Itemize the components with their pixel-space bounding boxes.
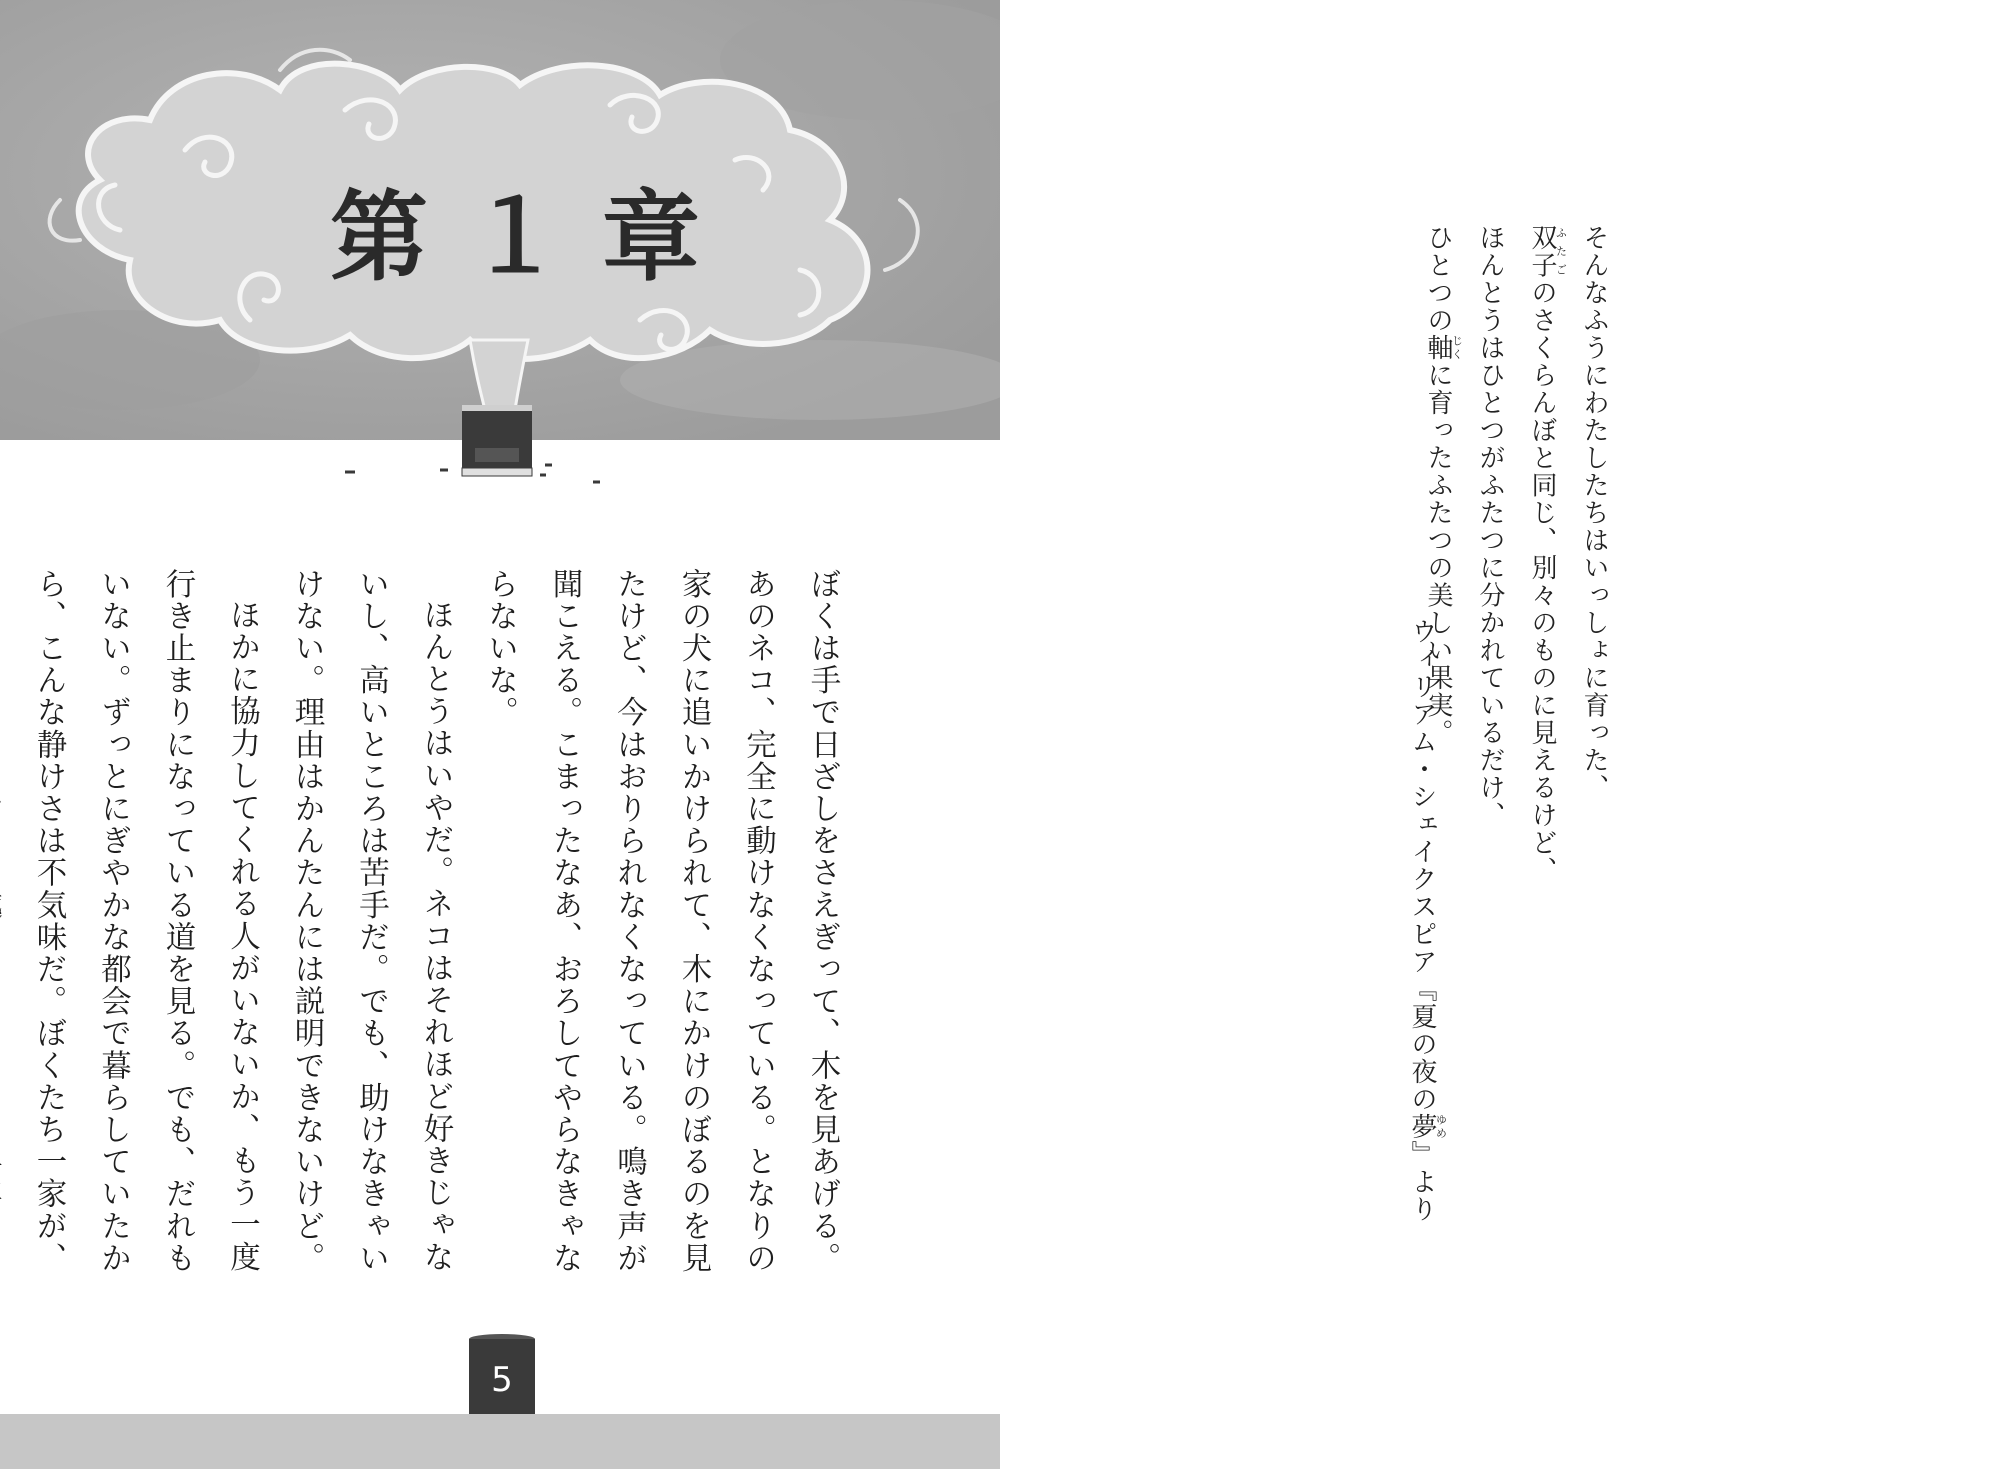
chapter-title: 第１章 [330,181,739,295]
ruby-yume [1407,1113,1448,1141]
epigraph-line-rest: のさくらんぼと同じ、別々のものに見えるけど、 [1527,279,1557,884]
ruby-reading: じく [1450,334,1464,362]
can-bottom-illustration [0,440,1000,500]
epigraph-attribution [1396,618,1448,1223]
epigraph-line-rest: に育ったふたつの美しい果実。 [1423,361,1453,747]
ruby-futago [1527,224,1568,279]
body-paragraph: ぼくは手で日ざしをさえぎって、木を見あげる。あのネコ、完全に動けなくなっている。となりの家の犬に追いかけられて、木にかけのぼるのを見たけど、今はおりられなくなっている。鳴き声が聞こえる。こまったなあ、おろしてやらなきゃならないな。 [482,568,840,1275]
body-paragraph: ほかに協力してくれる人がいないか、もう一度行き止まりになっている道を見る。でも、だれもいない。ずっとにぎやかな都会で暮らしていたから、こんな静けさは不気味だ。ぼくたち一家が、 [31,568,260,1275]
page-number: 5 [491,1360,513,1400]
attribution-suffix: 』より [1407,1140,1437,1223]
ruby-base: 夢 [1407,1113,1437,1141]
epigraph-line: ほんとうはひとつがふたつに分かれているだけ、 [1475,224,1505,829]
ruby-jiku [1423,334,1464,362]
right-page [1000,0,2000,1469]
body-text [0,568,854,1298]
epigraph-line: そんなふうにわたしたちはいっしょに育った、 [1579,224,1609,802]
attribution-author-work: ウィリアム・シェイクスピア『夏の夜の [1407,618,1437,1113]
ruby-base: 双子 [1527,224,1557,279]
footer-band [0,1414,1000,1469]
epigraph-line [1516,224,1568,984]
chapter-header-illustration [0,0,1000,440]
body-paragraph: ほんとうはいやだ。ネコはそれほど好きじゃないし、高いところは苦手だ。でも、助けなきゃいけない。理由はかんたんには説明できないけど。 [289,568,453,1275]
ruby-base: 軸 [1423,334,1453,362]
ruby-reading: ゆめ [1434,1113,1448,1141]
epigraph-line-start: ひとつの [1423,224,1453,334]
ruby-reading: ふたご [1554,224,1568,279]
